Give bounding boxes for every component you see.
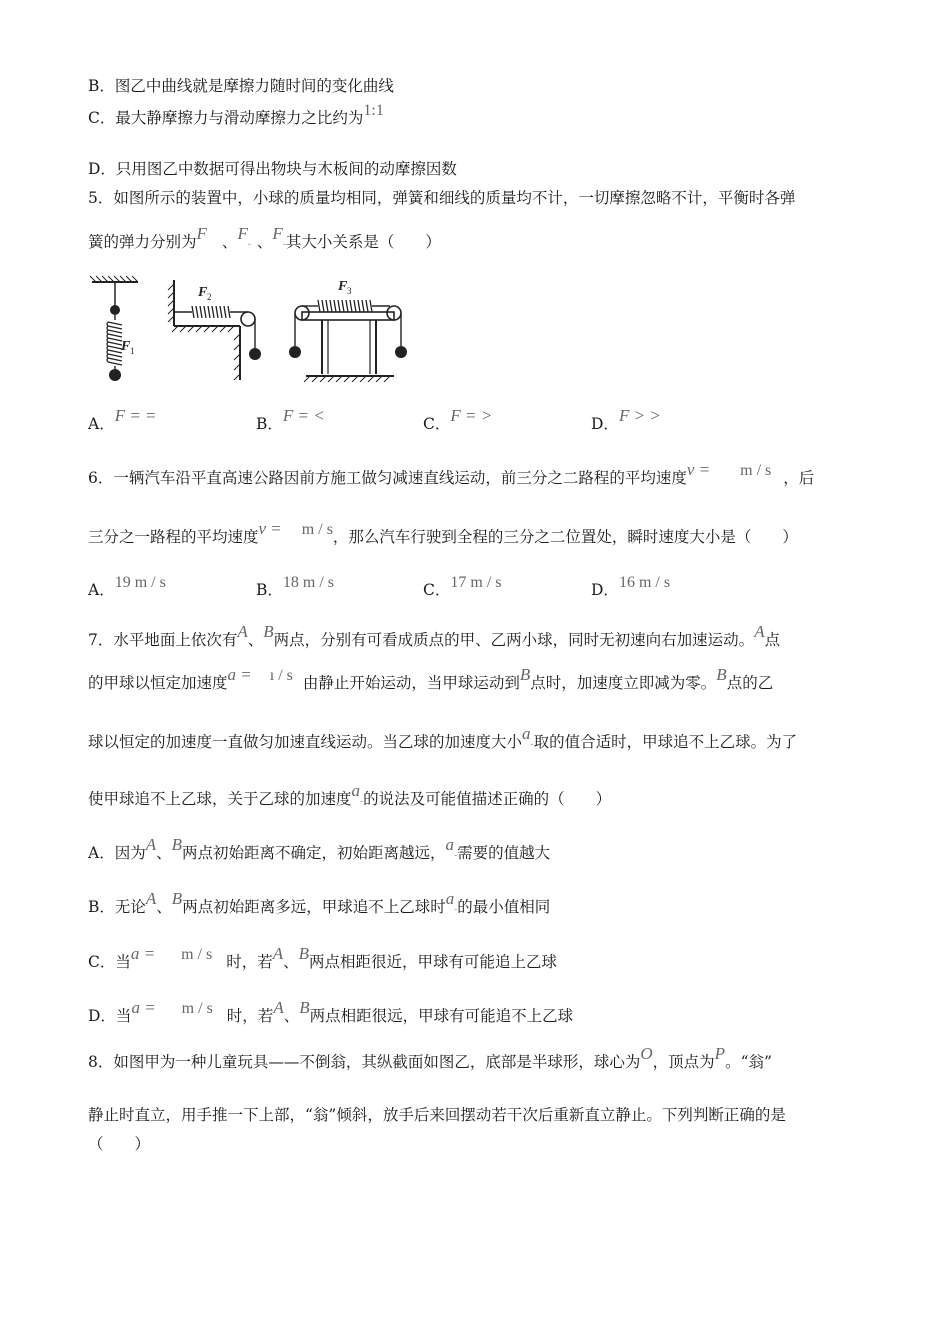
q7-text: 球以恒定的加速度一直做匀加速直线运动。当乙球的加速度大小 bbox=[88, 733, 523, 751]
option-expr: F = < bbox=[282, 406, 325, 425]
label-f1: F bbox=[121, 339, 131, 354]
q7-text: 两点，分别有可看成质点的甲、乙两小球，同时无初速向右加速运动。 bbox=[273, 631, 755, 649]
q7-stem-line4: 使甲球追不上乙球，关于乙球的加速度a-的说法及可能值描述正确的（ ） bbox=[88, 781, 612, 808]
q7-text: 的最小值相同 bbox=[457, 898, 551, 916]
spring-apparatus-figure bbox=[88, 268, 418, 388]
q7-stem-line3: 球以恒定的加速度一直做匀加速直线运动。当乙球的加速度大小a-取的值合适时，甲球追不上乙球。为了 bbox=[88, 724, 798, 751]
q7-text: 时，若 bbox=[226, 953, 273, 971]
q4-option-d: D．只用图乙中数据可得出物块与木板间的动摩擦因数 bbox=[88, 160, 457, 178]
figure-3 bbox=[289, 279, 407, 382]
q5-option-a bbox=[88, 406, 157, 434]
option-value: 19 m / s bbox=[114, 574, 166, 591]
point-a: A bbox=[145, 835, 157, 854]
option-label: D． bbox=[591, 415, 619, 433]
q6-text: 6．一辆汽车沿平直高速公路因前方施工做匀减速直线运动，前三分之二路程的平均速度 bbox=[88, 469, 687, 487]
q5-option-d bbox=[591, 406, 661, 434]
q5-stem-line2: 簧的弹力分别为F 、F- 、F-其大小关系是（ ） bbox=[88, 224, 441, 251]
q4-option-c bbox=[88, 102, 384, 129]
q6-v2: v = bbox=[258, 519, 282, 538]
q7-a2: a bbox=[445, 835, 455, 854]
q5-f2: F bbox=[237, 224, 248, 243]
q7-option-b: B．无论A、B两点初始距离多远，甲球追不上乙球时a-的最小值相同 bbox=[88, 889, 551, 916]
label-f2-sub: 2 bbox=[207, 292, 212, 302]
q7-stem-line1 bbox=[88, 622, 781, 650]
q7-sep: 、 bbox=[283, 1007, 300, 1025]
option-label: C． bbox=[423, 581, 451, 599]
q7-text: 两点相距很远，甲球有可能追不上乙球 bbox=[309, 1007, 574, 1025]
option-label: D． bbox=[591, 581, 619, 599]
q7-text: 的甲球以恒定加速度 bbox=[88, 674, 228, 692]
q7-text: B．无论 bbox=[88, 898, 146, 916]
q7-stem-line2 bbox=[88, 665, 774, 694]
q7-text: D．当 bbox=[88, 1007, 132, 1025]
q7-text: 点的乙 bbox=[726, 674, 774, 692]
q7-text: 使甲球追不上乙球，关于乙球的加速度 bbox=[88, 790, 352, 808]
q7-eq: a = bbox=[130, 944, 156, 963]
q6-stem-line1 bbox=[88, 460, 815, 489]
option-value: 18 m / s bbox=[282, 574, 335, 591]
option-label: B． bbox=[256, 581, 283, 599]
q6-unit: m / s bbox=[301, 521, 333, 538]
q6-option-a bbox=[88, 574, 166, 600]
q7-text: 由静止开始运动，当甲球运动到 bbox=[302, 674, 520, 692]
q7-sep: 、 bbox=[156, 898, 172, 916]
option-label: B． bbox=[256, 415, 283, 433]
q6-unit: m / s bbox=[740, 462, 772, 479]
point-b: B bbox=[519, 665, 531, 684]
q5-sep: 、 bbox=[221, 233, 238, 251]
point-a: A bbox=[145, 889, 157, 908]
point-b: B bbox=[716, 665, 727, 684]
q6-text: 三分之一路程的平均速度 bbox=[88, 528, 259, 546]
q6-option-c bbox=[423, 574, 502, 600]
q7-text: 取的值合适时，甲球追不上乙球。为了 bbox=[533, 733, 798, 751]
figure-2 bbox=[168, 280, 261, 380]
q4-option-b: B．图乙中曲线就是摩擦力随时间的变化曲线 bbox=[88, 77, 394, 95]
point-p: P bbox=[714, 1044, 726, 1063]
label-f3-sub: 3 bbox=[347, 286, 352, 296]
q7-eq: a = bbox=[131, 998, 156, 1017]
q6-v1: v = bbox=[686, 460, 711, 479]
q8-text: 8．如图甲为一种儿童玩具——不倒翁，其纵截面如图乙，底部是半球形，球心为 bbox=[88, 1053, 641, 1071]
option-value: 17 m / s bbox=[450, 574, 502, 591]
q5-stem-text: 簧的弹力分别为 bbox=[88, 233, 197, 251]
q4-ratio: 1:1 bbox=[363, 102, 384, 119]
option-label: A． bbox=[88, 415, 115, 433]
q7-sep: 、 bbox=[247, 631, 264, 649]
q7-a1: a = bbox=[227, 665, 252, 684]
q5-f1: F bbox=[196, 224, 207, 243]
q7-option-d bbox=[88, 998, 574, 1027]
q6-stem-line2 bbox=[88, 519, 798, 548]
q5-f3: F bbox=[272, 224, 283, 243]
label-f1-sub: 1 bbox=[130, 346, 135, 356]
q5-stem-line1: 5．如图所示的装置中，小球的质量均相同，弹簧和细线的质量均不计，一切摩擦忽略不计，平衡时各弹 bbox=[88, 189, 796, 207]
q6-option-d bbox=[591, 574, 671, 600]
q7-text: C．当 bbox=[88, 953, 131, 971]
q7-a2: a bbox=[351, 781, 361, 800]
q4-option-c-text: C．最大静摩擦力与滑动摩擦力之比约为 bbox=[88, 109, 364, 127]
q7-text: 两点相距很近，甲球有可能追上乙球 bbox=[309, 953, 558, 971]
q6-text-b: ，后 bbox=[783, 469, 815, 487]
q7-text: 7．水平地面上依次有 bbox=[88, 631, 238, 649]
q6-option-b bbox=[256, 574, 335, 600]
option-expr: F = = bbox=[114, 406, 157, 425]
figure-1 bbox=[90, 276, 138, 381]
q7-text: 两点初始距离多远，甲球追不上乙球时 bbox=[182, 898, 446, 916]
point-b: B bbox=[299, 998, 310, 1017]
q5-stem-text-b: 其大小关系是（ ） bbox=[285, 233, 441, 251]
point-a: A bbox=[272, 944, 284, 963]
q7-text: 点 bbox=[764, 631, 781, 649]
q5-option-c bbox=[423, 406, 493, 434]
point-b: B bbox=[298, 944, 310, 963]
q7-eq-unit: m / s bbox=[181, 946, 213, 963]
option-label: C． bbox=[423, 415, 451, 433]
q7-eq-unit: m / s bbox=[181, 1000, 213, 1017]
point-b: B bbox=[171, 835, 182, 854]
q8-stem-line3: （ ） bbox=[88, 1135, 151, 1153]
option-label: A． bbox=[88, 581, 115, 599]
point-a: A bbox=[273, 998, 284, 1017]
point-b: B bbox=[263, 622, 274, 641]
q5-option-b bbox=[256, 406, 325, 434]
q8-text: 。“翁” bbox=[725, 1053, 772, 1071]
option-value: 16 m / s bbox=[618, 574, 671, 591]
q7-text: 时，若 bbox=[226, 1007, 274, 1025]
q7-sep: 、 bbox=[156, 844, 172, 862]
q7-option-a: A．因为A、B两点初始距离不确定，初始距离越远，a-需要的值越大 bbox=[88, 835, 551, 862]
option-expr: F > > bbox=[618, 406, 661, 425]
q8-stem-line1 bbox=[88, 1044, 772, 1072]
q7-text: 两点初始距离不确定，初始距离越远， bbox=[182, 844, 446, 862]
point-a: A bbox=[237, 622, 248, 641]
q7-a2: a bbox=[522, 724, 531, 743]
q7-a2: a bbox=[445, 889, 455, 908]
q5-sep: 、 bbox=[256, 233, 273, 251]
q7-option-c bbox=[88, 944, 558, 973]
q8-stem-line2: 静止时直立，用手推一下上部，“翁”倾斜，放手后来回摆动若干次后重新直立静止。下列判断正确的是 bbox=[88, 1106, 786, 1124]
q7-text: 的说法及可能值描述正确的（ ） bbox=[363, 790, 612, 808]
label-f3: F bbox=[338, 279, 348, 294]
point-a: A bbox=[754, 622, 765, 641]
q8-text: ，顶点为 bbox=[652, 1053, 715, 1071]
q7-sep: 、 bbox=[283, 953, 299, 971]
point-o: O bbox=[640, 1044, 653, 1063]
q6-text-b: ，那么汽车行驶到全程的三分之二位置处，瞬时速度大小是（ ） bbox=[332, 528, 798, 546]
q7-a1-unit: ı / s bbox=[265, 667, 293, 684]
label-f2: F bbox=[198, 285, 208, 300]
point-b: B bbox=[171, 889, 183, 908]
q7-text: 需要的值越大 bbox=[457, 844, 551, 862]
q7-text: A．因为 bbox=[88, 844, 146, 862]
q7-text: 点时，加速度立即减为零。 bbox=[530, 674, 717, 692]
option-expr: F = > bbox=[450, 406, 493, 425]
